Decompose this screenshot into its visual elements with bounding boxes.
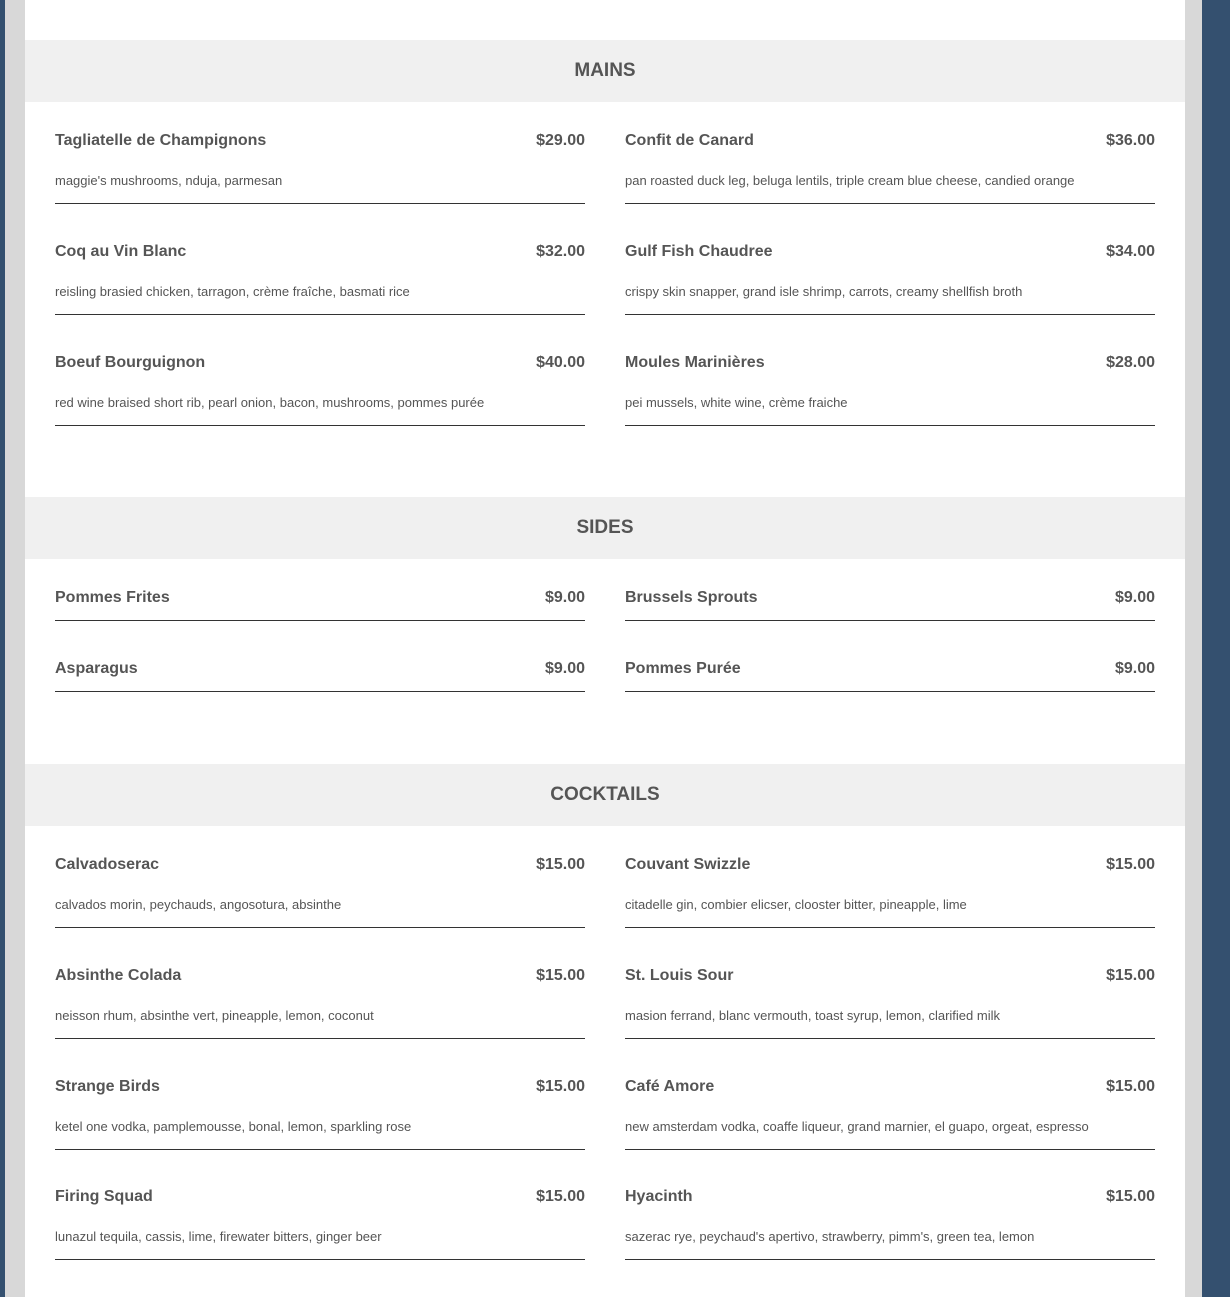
item-description: red wine braised short rib, pearl onion, bacon, mushrooms, pommes purée <box>55 395 485 410</box>
menu-item <box>55 1078 585 1150</box>
item-price: $9.00 <box>1114 660 1155 677</box>
item-description: lunazul tequila, cassis, lime, firewater bitters, ginger beer <box>55 1229 382 1244</box>
menu-item <box>55 132 585 204</box>
item-price: $32.00 <box>536 243 585 260</box>
item-name: Couvant Swizzle <box>625 856 751 873</box>
item-name: Coq au Vin Blanc <box>55 243 187 260</box>
right-edge-strip <box>1202 0 1230 1297</box>
item-price: $9.00 <box>1114 589 1155 606</box>
item-description: masion ferrand, blanc vermouth, toast syrup, lemon, clarified milk <box>625 1008 1000 1023</box>
menu-item <box>55 1188 585 1260</box>
menu-item <box>625 354 1155 426</box>
item-description: pan roasted duck leg, beluga lentils, triple cream blue cheese, candied orange <box>625 173 1075 188</box>
item-price: $15.00 <box>1106 1078 1155 1095</box>
menu-item <box>625 1078 1155 1150</box>
item-price: $36.00 <box>1106 132 1155 149</box>
item-price: $9.00 <box>544 660 585 677</box>
item-description: ketel one vodka, pamplemousse, bonal, lemon, sparkling rose <box>55 1119 412 1134</box>
item-price: $34.00 <box>1106 243 1155 260</box>
item-price: $9.00 <box>544 589 585 606</box>
item-description: new amsterdam vodka, coaffe liqueur, grand marnier, el guapo, orgeat, espresso <box>625 1119 1089 1134</box>
item-name: Asparagus <box>55 660 138 677</box>
item-price: $15.00 <box>1106 967 1155 984</box>
cocktails-section-header: COCKTAILS <box>25 764 1185 826</box>
item-name: Firing Squad <box>55 1188 153 1205</box>
item-name: Tagliatelle de Champignons <box>55 132 267 149</box>
menu-item <box>55 354 585 426</box>
menu-item <box>55 243 585 315</box>
item-description: citadelle gin, combier elicser, clooster bitter, pineapple, lime <box>625 897 967 912</box>
menu-item <box>625 967 1155 1039</box>
item-name: Absinthe Colada <box>55 967 182 984</box>
item-name: Boeuf Bourguignon <box>55 354 206 371</box>
item-price: $15.00 <box>1106 856 1155 873</box>
menu-item <box>55 660 585 692</box>
item-price: $15.00 <box>536 1188 585 1205</box>
item-name: Pommes Frites <box>55 589 170 606</box>
item-name: Calvadoserac <box>55 856 160 873</box>
item-price: $40.00 <box>536 354 585 371</box>
menu-item <box>625 589 1155 621</box>
item-name: St. Louis Sour <box>625 967 734 984</box>
item-name: Brussels Sprouts <box>625 589 758 606</box>
menu-item <box>625 1188 1155 1260</box>
item-description: maggie's mushrooms, nduja, parmesan <box>55 173 283 188</box>
item-price: $15.00 <box>1106 1188 1155 1205</box>
menu-item <box>55 967 585 1039</box>
left-edge-strip <box>0 0 5 1297</box>
item-price: $29.00 <box>536 132 585 149</box>
menu-item <box>625 132 1155 204</box>
item-name: Strange Birds <box>55 1078 160 1095</box>
item-description: calvados morin, peychauds, angosotura, absinthe <box>55 897 342 912</box>
item-description: pei mussels, white wine, crème fraiche <box>625 395 848 410</box>
item-description: neisson rhum, absinthe vert, pineapple, lemon, coconut <box>55 1008 374 1023</box>
item-description: crispy skin snapper, grand isle shrimp, carrots, creamy shellfish broth <box>625 284 1023 299</box>
item-price: $15.00 <box>536 1078 585 1095</box>
menu-item <box>625 856 1155 928</box>
item-description: sazerac rye, peychaud's apertivo, strawberry, pimm's, green tea, lemon <box>625 1229 1035 1244</box>
item-price: $15.00 <box>536 856 585 873</box>
menu-item <box>55 589 585 621</box>
item-name: Gulf Fish Chaudree <box>625 243 773 260</box>
sides-section-header: SIDES <box>25 497 1185 559</box>
menu-item <box>625 243 1155 315</box>
mains-section-header: MAINS <box>25 40 1185 102</box>
item-price: $15.00 <box>536 967 585 984</box>
item-description: reisling brasied chicken, tarragon, crème fraîche, basmati rice <box>55 284 410 299</box>
item-name: Hyacinth <box>625 1188 693 1205</box>
item-name: Café Amore <box>625 1078 715 1095</box>
menu-item <box>55 856 585 928</box>
item-name: Confit de Canard <box>625 132 754 149</box>
menu-page <box>25 0 1185 1297</box>
item-name: Pommes Purée <box>625 660 741 677</box>
item-name: Moules Marinières <box>625 354 765 371</box>
menu-item <box>625 660 1155 692</box>
item-price: $28.00 <box>1106 354 1155 371</box>
